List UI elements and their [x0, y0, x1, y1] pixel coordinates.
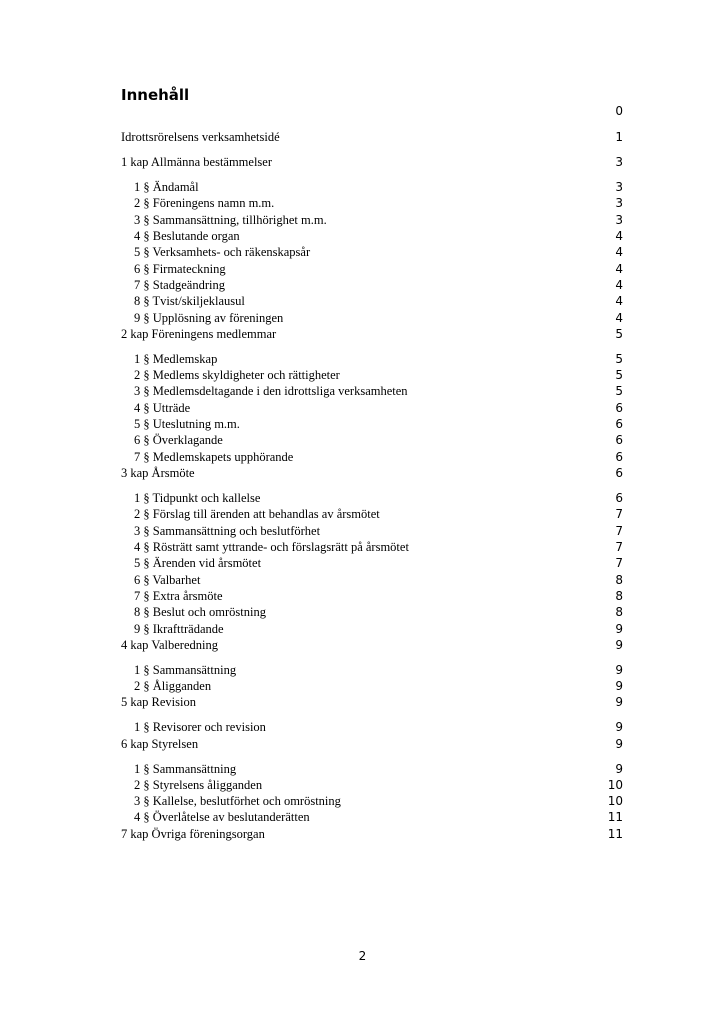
toc-entry-label: 3 § Medlemsdeltagande i den idrottsliga verksamheten [134, 384, 408, 398]
toc-section[interactable] [134, 449, 623, 466]
toc-entry-page: 10 [607, 794, 623, 808]
toc-entry-label: 8 § Beslut och omröstning [134, 605, 266, 619]
toc-entry-page: 6 [615, 466, 623, 480]
toc-title: Innehåll [121, 86, 190, 104]
toc-entry-label: 2 § Medlems skyldigheter och rättigheter [134, 368, 340, 382]
toc-section[interactable] [134, 621, 623, 638]
toc-entry-label: 6 kap Styrelsen [121, 737, 199, 751]
toc-entry-label: 2 § Åligganden [134, 679, 212, 693]
toc-entry-label: 2 kap Föreningens medlemmar [121, 327, 277, 341]
toc-section[interactable] [134, 432, 623, 449]
toc-section[interactable] [134, 523, 623, 540]
toc-entry-label: 7 kap Övriga föreningsorgan [121, 827, 265, 841]
toc-entry-page: 6 [615, 433, 623, 447]
toc-entry-page: 9 [615, 663, 623, 677]
toc-entry-label: 2 § Föreningens namn m.m. [134, 196, 275, 210]
toc-entry-label: 7 § Medlemskapets upphörande [134, 450, 294, 464]
toc-entry-label: 8 § Tvist/skiljeklausul [134, 294, 245, 308]
toc-entry-label: 1 § Medlemskap [134, 352, 218, 366]
toc-entry-label: 1 § Sammansättning [134, 663, 237, 677]
toc-entry-label: 3 § Sammansättning och beslutförhet [134, 524, 321, 538]
toc-section[interactable] [134, 555, 623, 572]
toc-entry-label: 3 kap Årsmöte [121, 466, 195, 480]
toc-section[interactable] [134, 351, 623, 368]
toc-chapter[interactable] [121, 637, 623, 654]
toc-entry-page: 6 [615, 401, 623, 415]
toc-entry-label: 1 kap Allmänna bestämmelser [121, 155, 273, 169]
toc-entry-label: 4 § Rösträtt samt yttrande- och förslagsrätt på årsmötet [134, 540, 409, 554]
toc-entry-page: 11 [607, 827, 623, 841]
toc-entry-page: 9 [615, 737, 623, 751]
toc-chapter[interactable] [121, 694, 623, 711]
toc-entry-page: 9 [615, 638, 623, 652]
toc-entry-page: 5 [615, 327, 623, 341]
toc-heading-page [121, 103, 623, 120]
toc-entry-label: 6 § Överklagande [134, 433, 223, 447]
toc-section[interactable] [134, 383, 623, 400]
toc-entry-label: 6 § Firmateckning [134, 262, 226, 276]
toc-entry-page: 5 [615, 368, 623, 382]
toc-section[interactable] [134, 293, 623, 310]
toc-section[interactable] [134, 261, 623, 278]
toc-entry-page: 8 [615, 573, 623, 587]
toc-entry-label: 3 § Kallelse, beslutförhet och omröstning [134, 794, 341, 808]
toc-entry-page: 5 [615, 384, 623, 398]
toc-entry-page: 6 [615, 450, 623, 464]
toc-entry-page: 8 [615, 589, 623, 603]
toc-section[interactable] [134, 416, 623, 433]
toc-entry-page: 1 [615, 130, 623, 144]
toc-section[interactable] [134, 228, 623, 245]
toc-entry-label: 4 § Utträde [134, 401, 191, 415]
toc-entry-label: 4 § Överlåtelse av beslutanderätten [134, 810, 310, 824]
toc-entry-page: 10 [607, 778, 623, 792]
toc-entry-label: 4 § Beslutande organ [134, 229, 240, 243]
toc-entry-label: 3 § Sammansättning, tillhörighet m.m. [134, 213, 327, 227]
toc-entry-page: 7 [615, 507, 623, 521]
toc-entry-label: 5 § Verksamhets- och räkenskapsår [134, 245, 311, 259]
toc-section[interactable] [134, 719, 623, 736]
toc-entry-label: 5 § Uteslutning m.m. [134, 417, 240, 431]
toc-entry-page: 5 [615, 352, 623, 366]
toc-section[interactable] [134, 400, 623, 417]
toc-chapter[interactable] [121, 826, 623, 843]
toc-section[interactable] [134, 777, 623, 794]
toc-section[interactable] [134, 662, 623, 679]
toc-chapter[interactable] [121, 465, 623, 482]
toc-section[interactable] [134, 572, 623, 589]
toc-entry-page: 7 [615, 556, 623, 570]
toc-entry-page: 4 [615, 294, 623, 308]
toc-entry-page: 9 [615, 622, 623, 636]
toc-entry-page: 3 [615, 155, 623, 169]
toc-entry-page: 9 [615, 720, 623, 734]
toc-entry-label: 1 § Revisorer och revision [134, 720, 266, 734]
toc-entry-label: 2 § Förslag till ärenden att behandlas av årsmötet [134, 507, 380, 521]
toc-entry-label: 7 § Extra årsmöte [134, 589, 223, 603]
toc-section[interactable] [134, 506, 623, 523]
toc-entry-label: 6 § Valbarhet [134, 573, 201, 587]
toc-chapter[interactable] [121, 326, 623, 343]
toc-chapter[interactable] [121, 736, 623, 753]
toc-entry-page: 4 [615, 229, 623, 243]
toc-entry-page: 4 [615, 311, 623, 325]
toc-entry-page: 6 [615, 491, 623, 505]
toc-section[interactable] [134, 277, 623, 294]
toc-entry-page: 4 [615, 262, 623, 276]
toc-entry-page: 8 [615, 605, 623, 619]
toc-entry-label: 2 § Styrelsens åligganden [134, 778, 263, 792]
toc-entry-page: 6 [615, 417, 623, 431]
toc-section[interactable] [134, 367, 623, 384]
toc-section[interactable] [134, 490, 623, 507]
toc-entry-label: 5 § Ärenden vid årsmötet [134, 556, 262, 570]
toc-entry-page: 9 [615, 762, 623, 776]
toc-section[interactable] [134, 244, 623, 261]
toc-entry-label: Idrottsrörelsens verksamhetsidé [121, 130, 280, 144]
toc-entry[interactable] [121, 129, 623, 146]
toc-entry-label: 5 kap Revision [121, 695, 196, 709]
toc-entry-page: 4 [615, 245, 623, 259]
toc-entry-page: 9 [615, 695, 623, 709]
toc-entry-label: 1 § Tidpunkt och kallelse [134, 491, 261, 505]
toc-section[interactable] [134, 310, 623, 327]
toc-section[interactable] [134, 539, 623, 556]
toc-section[interactable] [134, 588, 623, 605]
toc-entry-page: 3 [615, 196, 623, 210]
page-number: 2 [358, 949, 367, 963]
toc-section[interactable] [134, 761, 623, 778]
toc-entry-label: 9 § Upplösning av föreningen [134, 311, 284, 325]
toc-section[interactable] [134, 212, 623, 229]
toc-entry-label: 9 § Ikraftträdande [134, 622, 224, 636]
toc-section[interactable] [134, 179, 623, 196]
toc-section[interactable] [134, 195, 623, 212]
toc-chapter[interactable] [121, 154, 623, 171]
toc-entry-label: 4 kap Valberedning [121, 638, 218, 652]
toc-section[interactable] [134, 604, 623, 621]
toc-entry-page: 9 [615, 679, 623, 693]
toc-page-number: 0 [615, 104, 623, 118]
toc-entry-label: 7 § Stadgeändring [134, 278, 225, 292]
toc-entry-label: 1 § Ändamål [134, 180, 199, 194]
toc-section[interactable] [134, 678, 623, 695]
toc-entry-page: 7 [615, 524, 623, 538]
toc-entry-page: 7 [615, 540, 623, 554]
toc-section[interactable] [134, 809, 623, 826]
toc-entry-label: 1 § Sammansättning [134, 762, 237, 776]
toc-entry-page: 4 [615, 278, 623, 292]
toc-section[interactable] [134, 793, 623, 810]
toc-entry-page: 3 [615, 213, 623, 227]
toc-entry-page: 11 [607, 810, 623, 824]
toc-entry-page: 3 [615, 180, 623, 194]
